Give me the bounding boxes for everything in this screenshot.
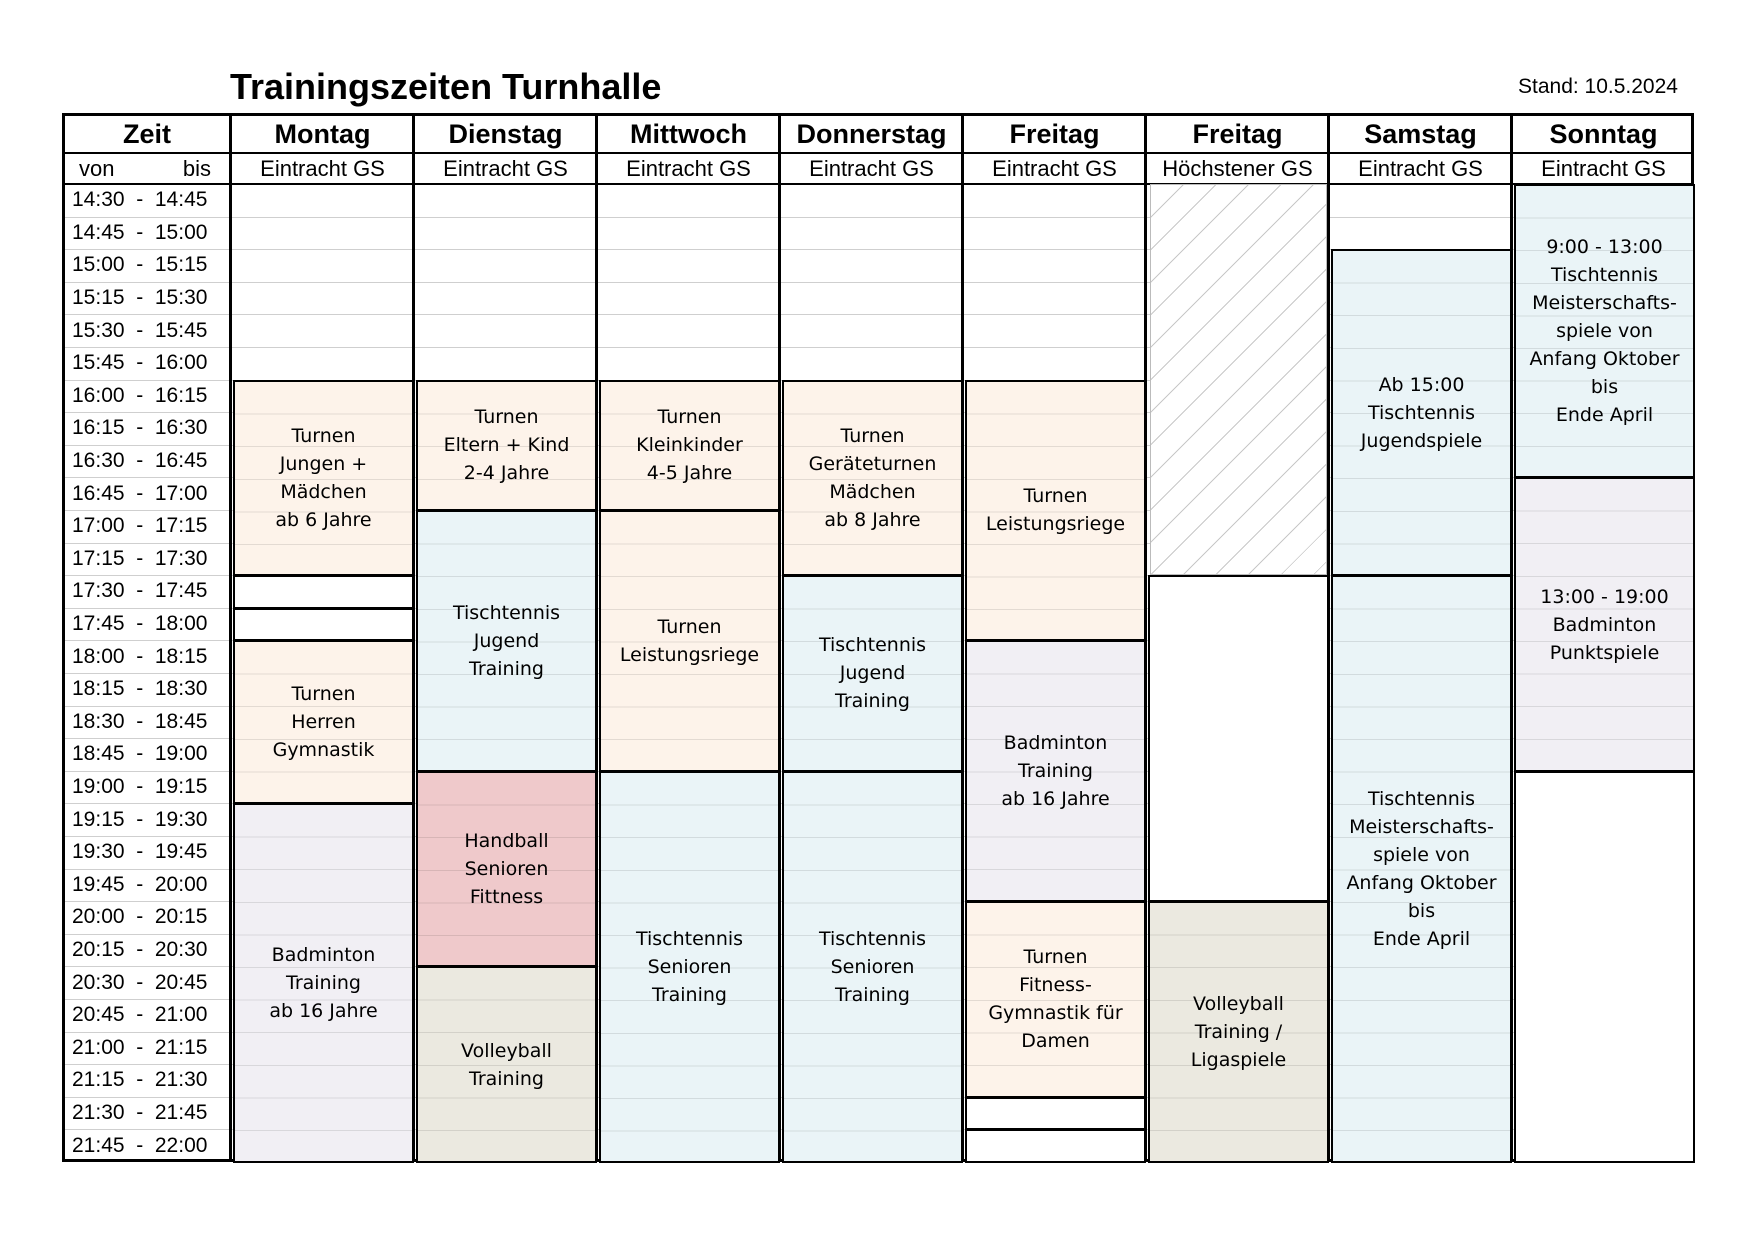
time-slot-label: 16:15 - 16:30 <box>72 416 208 440</box>
time-slot-label: 21:45 - 22:00 <box>72 1133 208 1157</box>
day-header: Samstag <box>1364 119 1477 149</box>
time-header: Zeit <box>122 119 171 149</box>
time-slot-label: 21:00 - 21:15 <box>72 1035 208 1059</box>
activity-block[interactable]: Turnen Jungen + Mädchen ab 6 Jahre <box>233 380 414 577</box>
empty-slot[interactable] <box>1148 575 1329 902</box>
column-divider <box>961 116 964 1159</box>
column-divider <box>778 116 781 1159</box>
time-slot-label: 20:30 - 20:45 <box>72 970 208 994</box>
club-header: Eintracht GS <box>260 155 385 181</box>
activity-block[interactable]: Turnen Leistungsriege <box>599 510 780 772</box>
activity-block[interactable]: Tischtennis Jugend Training <box>416 510 597 772</box>
day-header: Mittwoch <box>630 119 747 149</box>
activity-block[interactable]: Ab 15:00 Tischtennis Jugendspiele <box>1331 249 1512 576</box>
time-slot-label: 15:00 - 15:15 <box>72 253 208 277</box>
activity-block[interactable]: Tischtennis Jugend Training <box>782 575 963 772</box>
row-divider <box>65 217 1691 218</box>
time-slot-label: 15:45 - 16:00 <box>72 351 208 375</box>
activity-block[interactable]: Turnen Eltern + Kind 2-4 Jahre <box>416 380 597 511</box>
empty-slot[interactable] <box>965 1097 1146 1131</box>
activity-block[interactable]: 9:00 - 13:00 Tischtennis Meisterschafts- spiele von Anfang Oktober bis Ende April <box>1514 184 1695 478</box>
day-header: Freitag <box>1192 119 1283 149</box>
activity-block[interactable]: Turnen Geräteturnen Mädchen ab 8 Jahre <box>782 380 963 577</box>
club-header: Eintracht GS <box>1541 155 1666 181</box>
stand-date: Stand: 10.5.2024 <box>1518 75 1678 98</box>
time-slot-label: 18:45 - 19:00 <box>72 742 208 766</box>
empty-slot[interactable] <box>1514 771 1695 1163</box>
activity-block[interactable]: Handball Senioren Fittness <box>416 771 597 968</box>
empty-slot[interactable] <box>965 1129 1146 1163</box>
time-slot-label: 19:45 - 20:00 <box>72 872 208 896</box>
time-slot-label: 21:15 - 21:30 <box>72 1068 208 1092</box>
column-divider <box>229 116 232 1159</box>
activity-block[interactable]: Badminton Training ab 16 Jahre <box>965 640 1146 902</box>
time-slot-label: 20:45 - 21:00 <box>72 1003 208 1027</box>
column-divider <box>1327 116 1330 1159</box>
time-slot-label: 16:00 - 16:15 <box>72 383 208 407</box>
time-subheader <box>65 153 229 184</box>
time-slot-label: 20:15 - 20:30 <box>72 938 208 962</box>
time-slot-label: 18:30 - 18:45 <box>72 709 208 733</box>
bis-label: bis <box>182 155 211 181</box>
time-slot-label: 15:15 - 15:30 <box>72 286 208 310</box>
club-header: Eintracht GS <box>443 155 568 181</box>
activity-block[interactable]: Tischtennis Senioren Training <box>599 771 780 1163</box>
day-header: Dienstag <box>448 119 563 149</box>
club-header: Eintracht GS <box>809 155 934 181</box>
column-divider <box>1510 116 1513 1159</box>
time-slot-label: 21:30 - 21:45 <box>72 1101 208 1125</box>
day-header: Donnerstag <box>796 119 947 149</box>
time-slot-label: 18:00 - 18:15 <box>72 644 208 668</box>
day-header: Montag <box>274 119 371 149</box>
time-slot-label: 17:00 - 17:15 <box>72 514 208 538</box>
time-slot-label: 18:15 - 18:30 <box>72 677 208 701</box>
time-slot-label: 19:00 - 19:15 <box>72 775 208 799</box>
activity-block[interactable]: Turnen Kleinkinder 4-5 Jahre <box>599 380 780 511</box>
club-header: Eintracht GS <box>992 155 1117 181</box>
activity-block[interactable]: Tischtennis Meisterschafts- spiele von Anfang Oktober bis Ende April <box>1331 575 1512 1163</box>
time-slot-label: 19:15 - 19:30 <box>72 807 208 831</box>
time-slot-label: 17:15 - 17:30 <box>72 546 208 570</box>
empty-slot[interactable] <box>233 575 414 609</box>
activity-block[interactable]: Turnen Herren Gymnastik <box>233 640 414 804</box>
activity-block[interactable]: Turnen Fitness- Gymnastik für Damen <box>965 901 1146 1098</box>
time-slot-label: 20:00 - 20:15 <box>72 905 208 929</box>
activity-block[interactable]: Turnen Leistungsriege <box>965 380 1146 642</box>
time-slot-label: 17:45 - 18:00 <box>72 612 208 636</box>
page-title: Trainingszeiten Turnhalle <box>230 66 662 107</box>
day-header: Sonntag <box>1549 119 1658 149</box>
time-slot-label: 15:30 - 15:45 <box>72 318 208 342</box>
von-label: von <box>79 155 115 181</box>
column-divider <box>595 116 598 1159</box>
activity-block[interactable]: 13:00 - 19:00 Badminton Punktspiele <box>1514 477 1695 771</box>
column-divider <box>1144 116 1147 1159</box>
day-header: Freitag <box>1009 119 1100 149</box>
club-header: Höchstener GS <box>1162 155 1313 181</box>
time-slot-label: 19:30 - 19:45 <box>72 840 208 864</box>
column-divider <box>412 116 415 1159</box>
header-divider <box>65 152 1691 154</box>
club-header: Eintracht GS <box>1358 155 1483 181</box>
empty-slot[interactable] <box>233 608 414 642</box>
header-divider <box>65 183 1691 185</box>
activity-block[interactable]: Tischtennis Senioren Training <box>782 771 963 1163</box>
activity-block[interactable]: Volleyball Training / Ligaspiele <box>1148 901 1329 1163</box>
time-slot-label: 14:30 - 14:45 <box>72 188 208 212</box>
unavailable-slot <box>1150 184 1327 575</box>
schedule-table <box>62 113 1694 1162</box>
time-slot-label: 14:45 - 15:00 <box>72 220 208 244</box>
club-header: Eintracht GS <box>626 155 751 181</box>
time-slot-label: 16:30 - 16:45 <box>72 449 208 473</box>
time-slot-label: 16:45 - 17:00 <box>72 481 208 505</box>
activity-block[interactable]: Badminton Training ab 16 Jahre <box>233 803 414 1163</box>
activity-block[interactable]: Volleyball Training <box>416 966 597 1163</box>
time-slot-label: 17:30 - 17:45 <box>72 579 208 603</box>
